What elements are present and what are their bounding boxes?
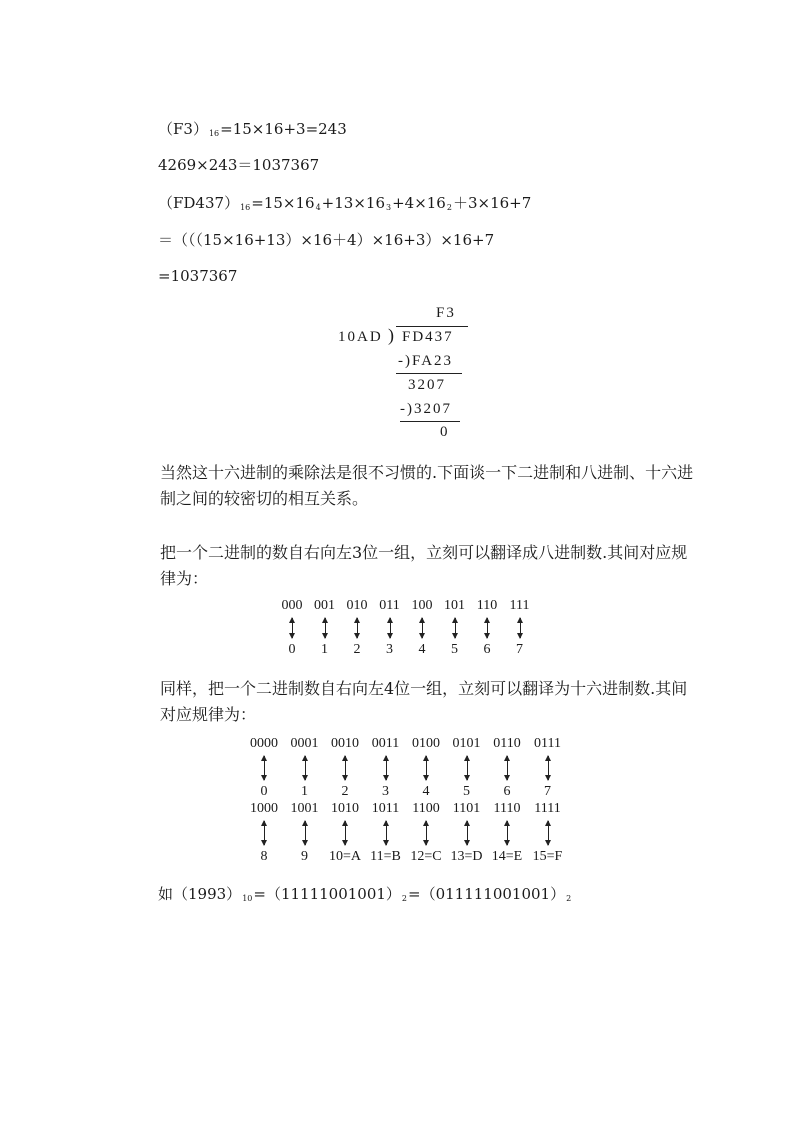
double-arrow-icon	[305, 756, 306, 780]
eq3-sub: 16	[240, 203, 251, 212]
double-arrow-icon	[264, 821, 265, 845]
example-sub-2b: 2	[566, 894, 572, 903]
eq3-d: ＋3×16+7	[452, 194, 532, 212]
binary-group: 1111	[534, 801, 561, 816]
equation-f3	[158, 118, 347, 139]
double-arrow-icon	[292, 618, 293, 638]
eq1-post: =15×16+3=243	[220, 120, 347, 138]
division-dividend: FD437	[402, 329, 454, 345]
double-arrow-icon	[548, 756, 549, 780]
division-remainder1: 3207	[408, 377, 446, 393]
division-divisor: 10AD	[338, 329, 383, 345]
equation-fd437	[158, 192, 531, 213]
double-arrow-icon	[426, 756, 427, 780]
mapped-digit: 9	[301, 849, 308, 864]
mapped-digit: 10=A	[328, 849, 361, 864]
double-arrow-icon	[520, 618, 521, 638]
binary-group: 0100	[412, 736, 440, 751]
binary-group: 0001	[290, 736, 319, 751]
mapped-digit: 4	[418, 642, 426, 657]
division-rule-2	[400, 421, 460, 422]
division-remainder2: 0	[440, 424, 450, 440]
mapped-digit: 2	[353, 642, 361, 657]
double-arrow-icon	[422, 618, 423, 638]
division-quotient: F3	[436, 305, 456, 321]
binary-group: 0101	[452, 736, 481, 751]
example-pre: 如（1993）	[158, 885, 242, 903]
paragraph-intro: 当然这十六进制的乘除法是很不习惯的.下面谈一下二进制和八进制、十六进制之间的较密切的相互关系。	[160, 463, 694, 508]
binary-group: 010	[346, 598, 368, 613]
example-binary: =（11111001001）	[253, 885, 401, 903]
double-arrow-icon	[507, 756, 508, 780]
binary-group: 0111	[534, 736, 561, 751]
double-arrow-icon	[487, 618, 488, 638]
binary-group: 000	[281, 598, 303, 613]
mapped-digit: 1	[321, 642, 328, 657]
equation-product: 4269×243＝1037367	[158, 156, 320, 174]
double-arrow-icon	[264, 756, 265, 780]
binary-group: 100	[411, 598, 433, 613]
double-arrow-icon	[455, 618, 456, 638]
mapped-digit: 8	[260, 849, 268, 864]
double-arrow-icon	[390, 618, 391, 638]
mapped-digit: 5	[463, 784, 470, 799]
double-arrow-icon	[386, 756, 387, 780]
example-sub-2a: 2	[401, 894, 408, 903]
binary-group: 1001	[290, 801, 319, 816]
mapped-digit: 2	[341, 784, 349, 799]
eq3-b: +13×16	[321, 194, 385, 212]
binary-group: 101	[444, 598, 465, 613]
example-sub-10: 10	[242, 894, 253, 903]
double-arrow-icon	[305, 821, 306, 845]
eq3-a: =15×16	[251, 194, 315, 212]
double-arrow-icon	[386, 821, 387, 845]
double-arrow-icon	[507, 821, 508, 845]
binary-group: 1000	[250, 801, 278, 816]
mapped-digit: 6	[503, 784, 511, 799]
eq3-pre: （FD437）	[158, 194, 240, 212]
mapped-digit: 0	[288, 642, 296, 657]
mapped-digit: 1	[301, 784, 308, 799]
mapped-digit: 0	[260, 784, 268, 799]
binary-group: 1101	[452, 801, 481, 816]
eq3-e2: 3	[385, 203, 392, 212]
mapped-digit: 3	[382, 784, 389, 799]
binary-group: 1011	[371, 801, 400, 816]
mapped-digit: 15=F	[532, 849, 563, 864]
mapped-digit: 14=E	[491, 849, 523, 864]
double-arrow-icon	[467, 821, 468, 845]
eq1-pre: （F3）	[158, 120, 208, 138]
mapped-digit: 6	[483, 642, 491, 657]
binary-group: 001	[314, 598, 335, 613]
equation-horner: ＝（（（15×16+13）×16＋4）×16+3）×16+7	[158, 231, 495, 249]
binary-group: 1100	[412, 801, 440, 816]
mapped-digit: 12=C	[410, 849, 442, 864]
mapped-digit: 7	[516, 642, 523, 657]
double-arrow-icon	[548, 821, 549, 845]
double-arrow-icon	[357, 618, 358, 638]
division-bracket: )	[388, 325, 394, 345]
binary-group: 1110	[493, 801, 521, 816]
binary-group: 0010	[331, 736, 359, 751]
paragraph-hex-rule: 同样，把一个二进制数自右向左4位一组，立刻可以翻译为十六进制数.其间对应规律为：	[160, 679, 688, 724]
binary-group: 110	[476, 598, 498, 613]
mapped-digit: 11=B	[370, 849, 401, 864]
mapped-digit: 7	[544, 784, 551, 799]
division-top-rule	[396, 326, 468, 327]
binary-group: 0011	[371, 736, 400, 751]
eq3-e3: 2	[446, 203, 452, 212]
paragraph-octal-rule: 把一个二进制的数自右向左3位一组，立刻可以翻译成八进制数.其间对应规律为：	[160, 543, 688, 588]
equation-result: =1037367	[158, 267, 238, 285]
mapped-digit: 4	[422, 784, 430, 799]
eq1-sub: 16	[208, 129, 220, 138]
division-rule-1	[396, 373, 462, 374]
division-step1: -)FA23	[398, 353, 454, 369]
double-arrow-icon	[467, 756, 468, 780]
double-arrow-icon	[325, 618, 326, 638]
double-arrow-icon	[426, 821, 427, 845]
binary-group: 0110	[493, 736, 521, 751]
division-step2: -)3207	[400, 401, 452, 417]
conversion-example	[158, 883, 572, 904]
mapped-digit: 3	[386, 642, 393, 657]
mapped-digit: 5	[451, 642, 458, 657]
binary-group: 0000	[250, 736, 278, 751]
double-arrow-icon	[345, 756, 346, 780]
binary-group: 1010	[331, 801, 359, 816]
binary-group: 111	[509, 598, 530, 613]
double-arrow-icon	[345, 821, 346, 845]
binary-group: 011	[379, 598, 400, 613]
eq3-e1: 4	[315, 203, 321, 212]
eq3-c: +4×16	[392, 194, 446, 212]
example-binary-padded: =（011111001001）	[408, 885, 566, 903]
mapped-digit: 13=D	[450, 849, 483, 864]
